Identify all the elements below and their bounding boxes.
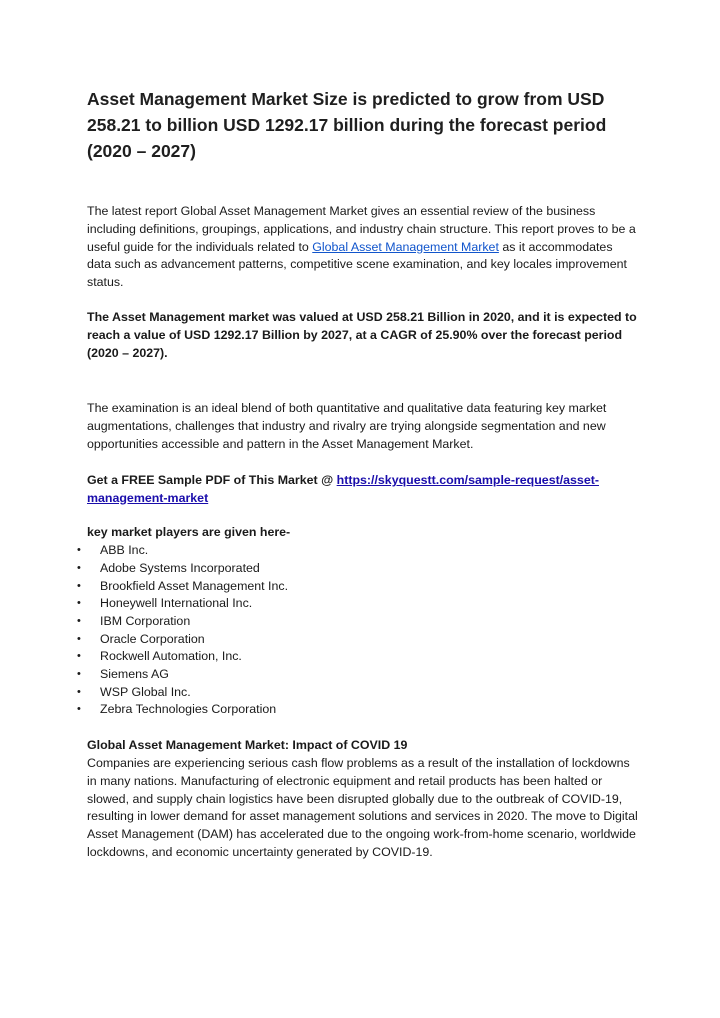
list-item [77,542,639,560]
examination-paragraph: The examination is an ideal blend of both quantitative and qualitative data featuring key market augmentations, challenges that industry and rivalry are trying alongside segmentation and new opportunities accessible and pattern in the Asset Management Market. [87,401,607,451]
player-name: WSP Global Inc. [100,684,191,699]
bullet-icon: • [77,544,81,557]
document-title: Asset Management Market Size is predicted to grow from USD 258.21 to billion USD 1292.17 billion during the forecast period (2020 – 2027) [87,89,607,161]
players-list [77,542,639,719]
bullet-icon: • [77,703,81,716]
sample-request-link[interactable]: https://skyquestt.com/sample-request/asset-management-market [87,472,599,505]
intro-paragraph [87,203,639,292]
bullet-icon: • [77,579,81,592]
list-item [77,595,639,613]
covid-heading: Global Asset Management Market: Impact of COVID 19 [87,738,408,753]
global-asset-management-market-link[interactable]: Global Asset Management Market [312,239,499,254]
list-item [77,666,639,684]
bullet-icon: • [77,561,81,574]
market-valuation-statement: The Asset Management market was valued at USD 258.21 Billion in 2020, and it is expected to reach a value of USD 1292.17 Billion by 2027, at a CAGR of 25.90% over the forecast period (2020 – 2027). [87,309,637,360]
player-name: IBM Corporation [100,613,191,628]
list-item [77,560,639,578]
list-item [77,701,639,719]
player-name: ABB Inc. [100,543,149,558]
player-name: Zebra Technologies Corporation [100,702,277,717]
sample-pdf-label: Get a FREE Sample PDF of This Market @ [87,472,337,487]
bullet-icon: • [77,650,81,663]
list-item [77,684,639,702]
bullet-icon: • [77,632,81,645]
document-page [77,86,639,862]
player-name: Brookfield Asset Management Inc. [100,578,289,593]
covid-paragraph: Companies are experiencing serious cash flow problems as a result of the installation of lockdowns in many nations. Manufacturing of electronic equipment and retail products has been halted or slowed, and supply chain logistics have been disrupted globally due to the outbreak of COVID-19, resulting in lower demand for asset management solutions and services in 2020. The move to Digital Asset Management (DAM) has accelerated due to the ongoing work-from-home scenario, worldwide lockdowns, and economic uncertainty generated by COVID-19. [87,755,638,859]
bullet-icon: • [77,597,81,610]
player-name: Oracle Corporation [100,631,205,646]
player-name: Adobe Systems Incorporated [100,560,260,575]
bullet-icon: • [77,614,81,627]
list-item [77,631,639,649]
bullet-icon: • [77,685,81,698]
player-name: Rockwell Automation, Inc. [100,649,242,664]
list-item [77,613,639,631]
intro-text-after: as it accommodates data such as advancement patterns, competitive scene examination, and key locales improvement status. [87,239,627,290]
player-name: Siemens AG [100,667,169,682]
intro-text-before: The latest report Global Asset Management Market gives an essential review of the business including definitions, groupings, applications, and industry chain structure. This report proves to be a useful guide for the individuals related to [87,204,636,254]
list-item [77,578,639,596]
players-heading: key market players are given here- [87,525,291,540]
player-name: Honeywell International Inc. [100,596,253,611]
sample-pdf-line [87,472,639,508]
bullet-icon: • [77,668,81,681]
list-item [77,648,639,666]
